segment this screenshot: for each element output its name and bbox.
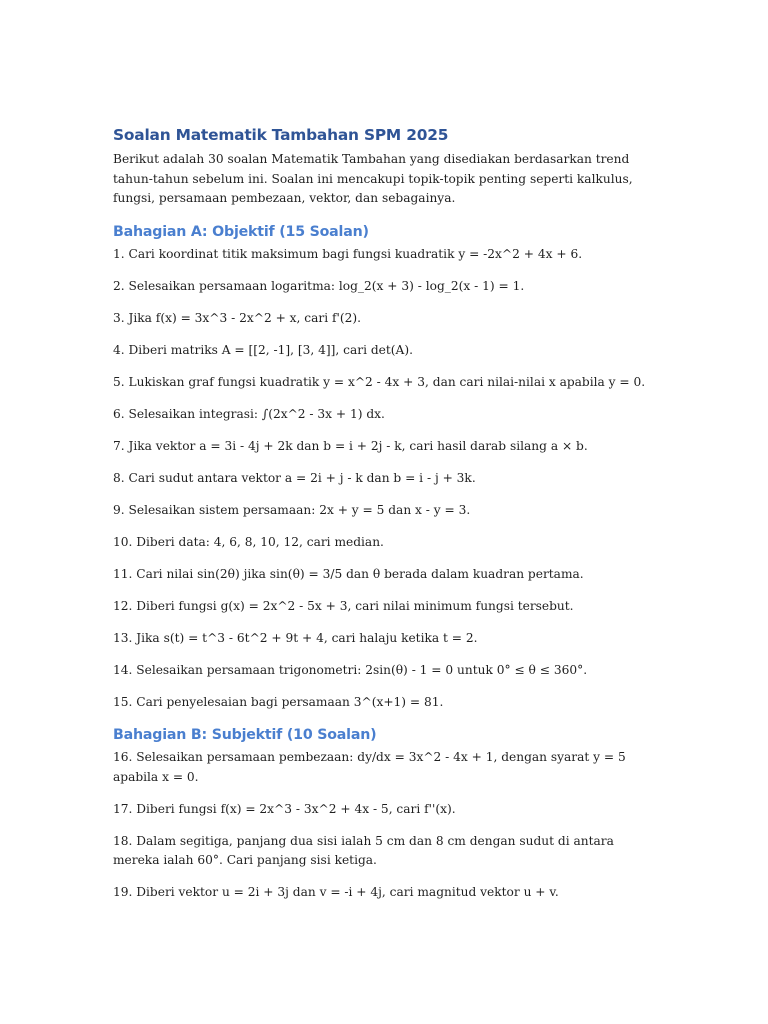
intro-paragraph: Berikut adalah 30 soalan Matematik Tambahan yang disediakan berdasarkan trend tahun-tahun sebelum ini. Soalan ini mencakupi topik-topik penting seperti kalkulus, fungsi, persamaan pembezaan, vektor, dan sebagainya. bbox=[113, 152, 633, 205]
question-5: 5. Lukiskan graf fungsi kuadratik y = x^2 - 4x + 3, dan cari nilai-nilai x apabila y = 0. bbox=[113, 374, 646, 389]
question-2: 2. Selesaikan persamaan logaritma: log_2(x + 3) - log_2(x - 1) = 1. bbox=[113, 278, 525, 293]
question-1: 1. Cari koordinat titik maksimum bagi fungsi kuadratik y = -2x^2 + 4x + 6. bbox=[113, 246, 583, 261]
question-10: 10. Diberi data: 4, 6, 8, 10, 12, cari median. bbox=[113, 534, 384, 549]
question-17: 17. Diberi fungsi f(x) = 2x^3 - 3x^2 + 4x - 5, cari f''(x). bbox=[113, 801, 456, 816]
section-a-question-list bbox=[113, 245, 658, 713]
document-title: Soalan Matematik Tambahan SPM 2025 bbox=[113, 126, 449, 144]
question-19: 19. Diberi vektor u = 2i + 3j dan v = -i + 4j, cari magnitud vektor u + v. bbox=[113, 885, 559, 899]
question-9: 9. Selesaikan sistem persamaan: 2x + y = 5 dan x - y = 3. bbox=[113, 502, 471, 517]
question-14: 14. Selesaikan persamaan trigonometri: 2sin(θ) - 1 = 0 untuk 0° ≤ θ ≤ 360°. bbox=[113, 662, 588, 677]
question-18: 18. Dalam segitiga, panjang dua sisi ialah 5 cm dan 8 cm dengan sudut di antara mereka ialah 60°. Cari panjang sisi ketiga. bbox=[113, 833, 614, 867]
question-6: 6. Selesaikan integrasi: ∫(2x^2 - 3x + 1) dx. bbox=[113, 406, 385, 421]
question-16: 16. Selesaikan persamaan pembezaan: dy/dx = 3x^2 - 4x + 1, dengan syarat y = 5 apabila x = 0. bbox=[113, 750, 626, 784]
question-4: 4. Diberi matriks A = [[2, -1], [3, 4]], cari det(A). bbox=[113, 342, 413, 357]
question-3: 3. Jika f(x) = 3x^3 - 2x^2 + x, cari f'(2). bbox=[113, 310, 361, 325]
document-page bbox=[113, 124, 658, 915]
question-15: 15. Cari penyelesaian bagi persamaan 3^(x+1) = 81. bbox=[113, 694, 444, 709]
question-12: 12. Diberi fungsi g(x) = 2x^2 - 5x + 3, cari nilai minimum fungsi tersebut. bbox=[113, 598, 574, 613]
section-a-heading: Bahagian A: Objektif (15 Soalan) bbox=[113, 223, 369, 240]
section-b-question-list bbox=[113, 748, 658, 903]
question-11: 11. Cari nilai sin(2θ) jika sin(θ) = 3/5 dan θ berada dalam kuadran pertama. bbox=[113, 566, 584, 581]
section-b-heading: Bahagian B: Subjektif (10 Soalan) bbox=[113, 727, 377, 743]
question-13: 13. Jika s(t) = t^3 - 6t^2 + 9t + 4, cari halaju ketika t = 2. bbox=[113, 630, 478, 645]
question-8: 8. Cari sudut antara vektor a = 2i + j - k dan b = i - j + 3k. bbox=[113, 470, 476, 485]
question-7: 7. Jika vektor a = 3i - 4j + 2k dan b = i + 2j - k, cari hasil darab silang a × b. bbox=[113, 438, 588, 453]
